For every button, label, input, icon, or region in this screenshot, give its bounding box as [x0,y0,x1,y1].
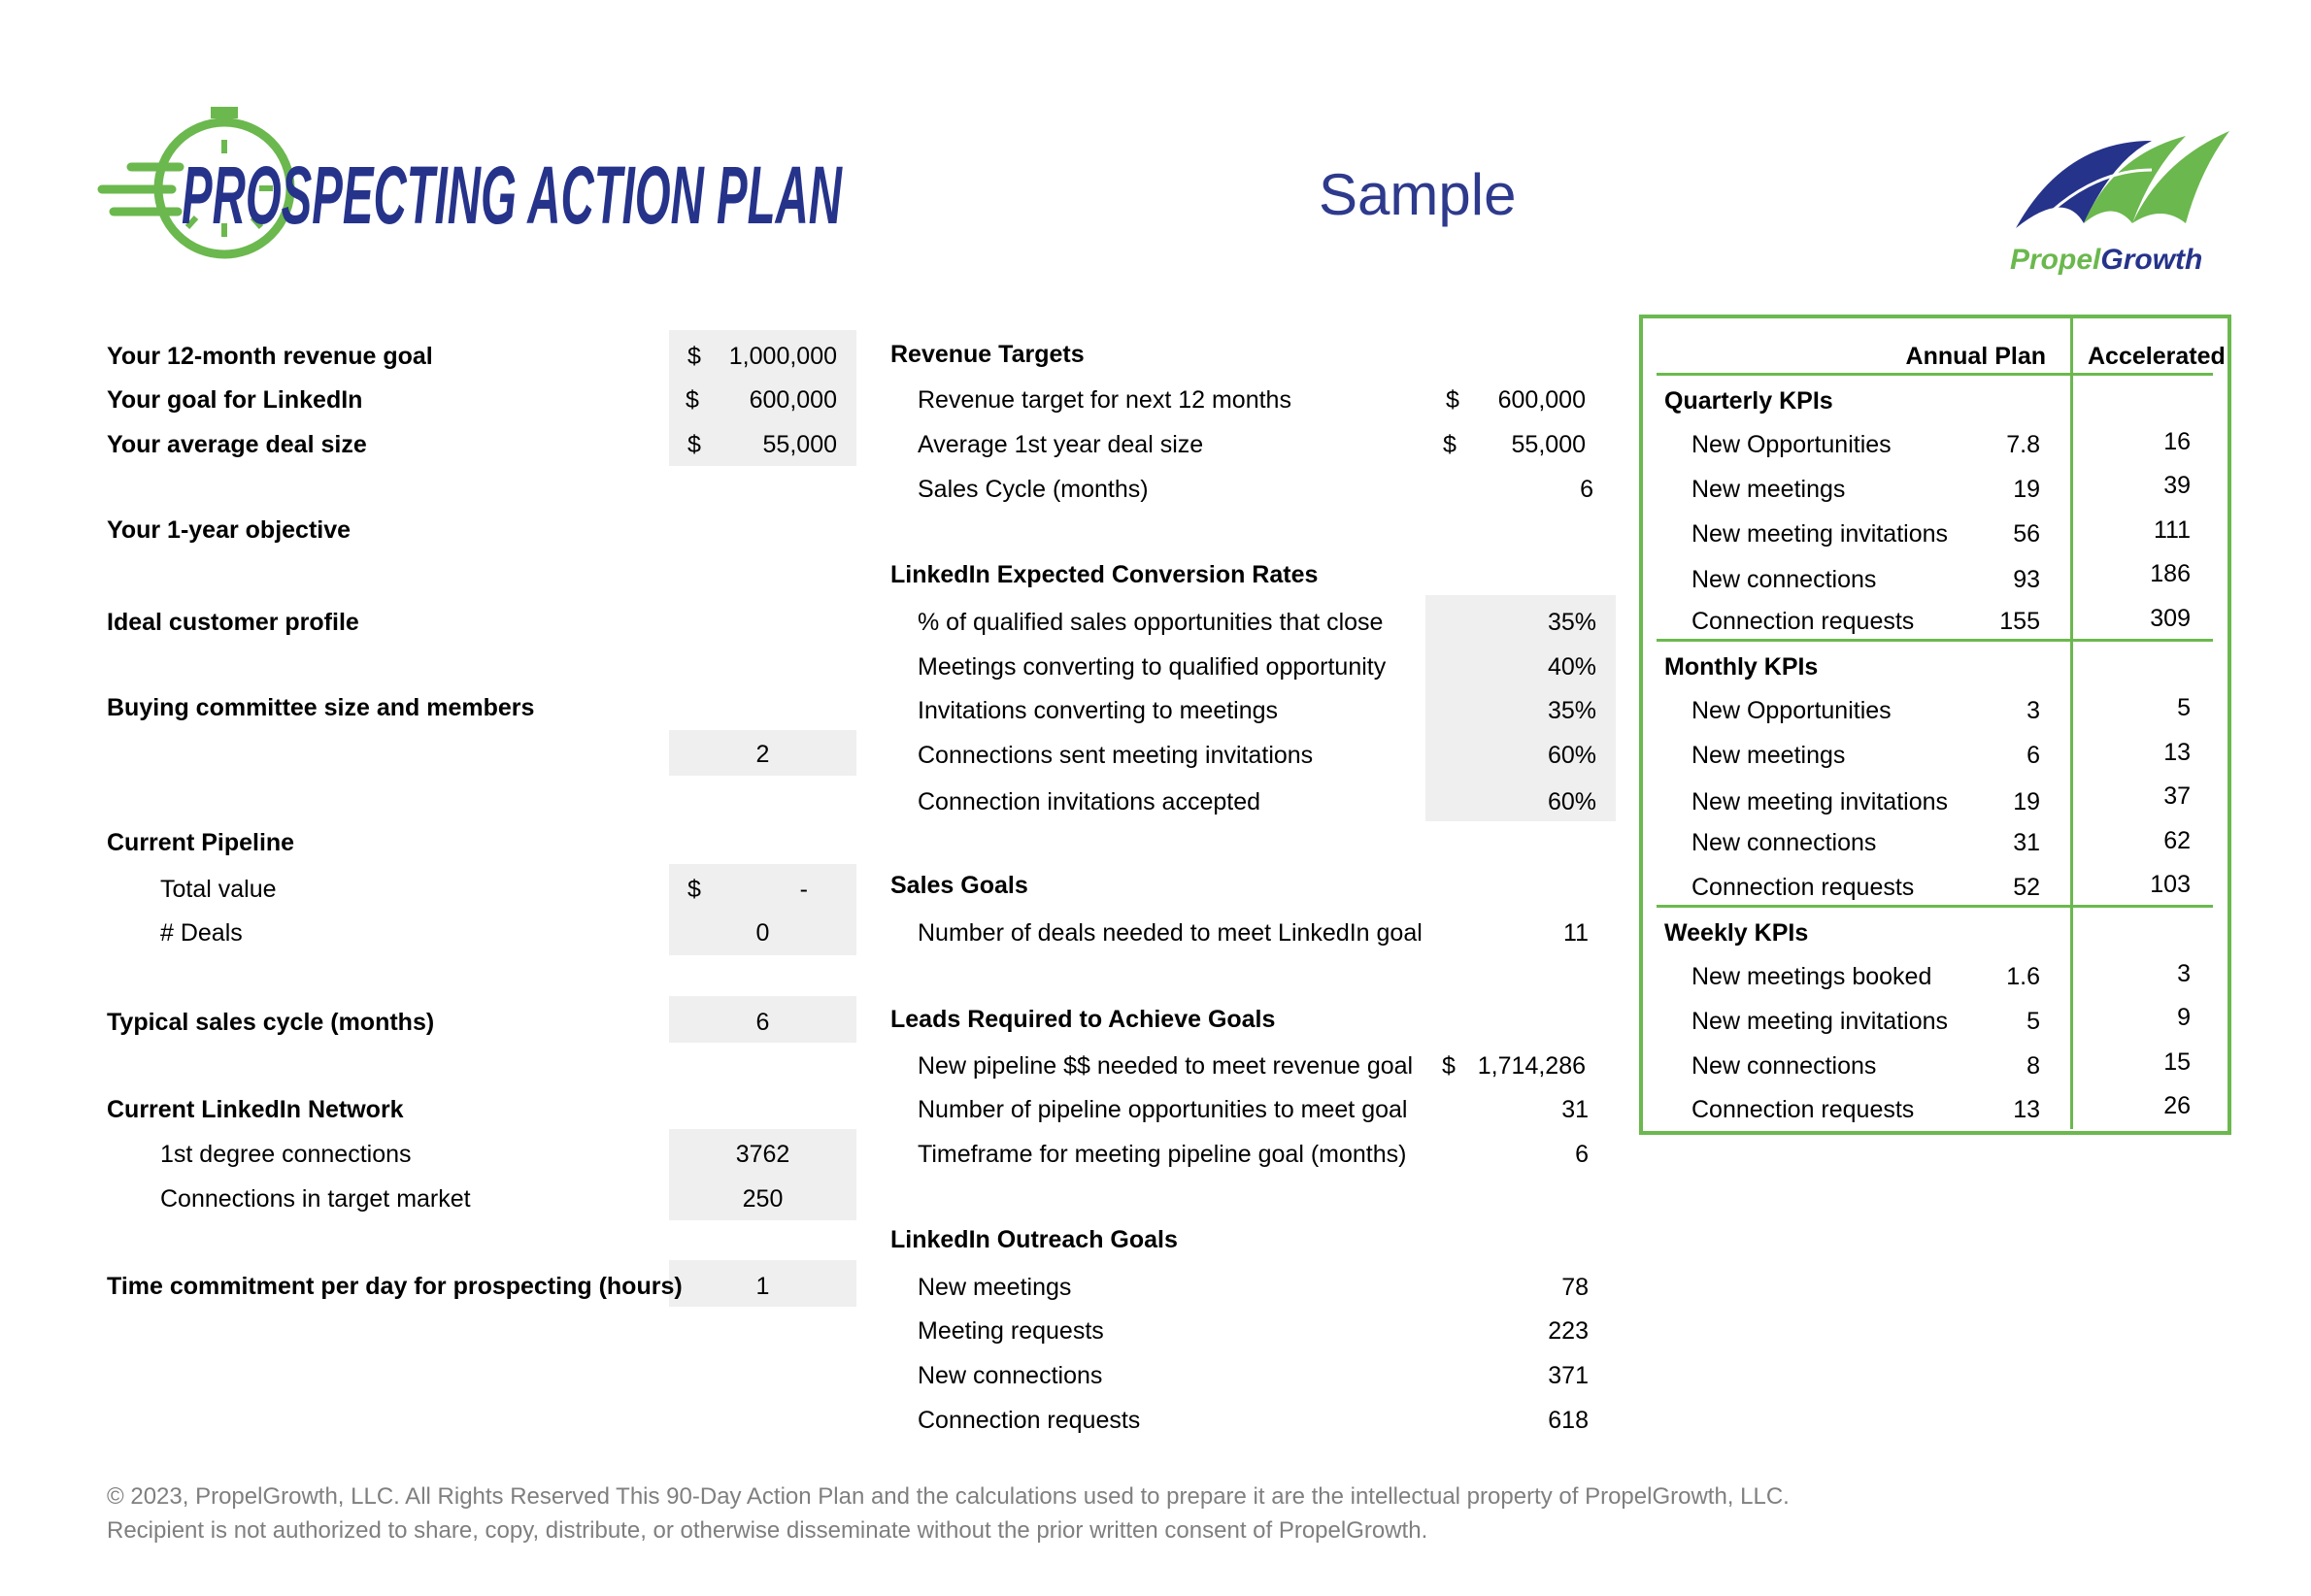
sales-cycle-input[interactable]: 6 [755,1009,770,1036]
linkedin-goal-currency: $ [686,386,699,414]
outreach-heading: LinkedIn Outreach Goals [890,1226,1178,1253]
kpi-row-label: New connections [1691,829,1877,856]
kpi-header-rule [1657,373,2213,376]
logo-text: PROSPECTING ACTION PLAN [182,150,844,241]
kpi-row-accel: 13 [2163,739,2191,766]
conv-row-input[interactable]: 60% [1547,788,1596,815]
kpi-row-label: Connection requests [1691,608,1915,635]
first-degree-label: 1st degree connections [160,1141,412,1168]
footer-disclaimer: Recipient is not authorized to share, copy, distribute, or otherwise disseminate without the prior written consent of PropelGrowth. [107,1517,1428,1544]
revenue-goal-currency: $ [687,343,701,370]
kpi-col-accelerated: Accelerated [2088,343,2226,370]
kpi-row-label: New connections [1691,566,1877,593]
rt-row-value: 6 [1580,476,1593,503]
weekly-kpis-heading: Weekly KPIs [1664,919,1809,947]
rt-row-label: Revenue target for next 12 months [918,386,1291,414]
leads-row-label: Timeframe for meeting pipeline goal (months) [918,1141,1407,1168]
pipeline-deals-label: # Deals [160,919,243,947]
kpi-col-annual: Annual Plan [1905,343,2046,370]
rt-row-currency: $ [1446,386,1459,414]
brand-text-propel: Propel [2010,244,2101,276]
sales-goals-heading: Sales Goals [890,872,1028,899]
outreach-row-label: New meetings [918,1274,1072,1301]
pipeline-total-currency: $ [687,876,701,903]
pipeline-total-input[interactable]: - [799,876,808,903]
rt-row-value: 55,000 [1511,431,1586,458]
kpi-monthly-rule [1657,905,2213,908]
time-commitment-input[interactable]: 1 [755,1273,770,1300]
revenue-goal-label: Your 12-month revenue goal [107,343,433,370]
rt-row-currency: $ [1443,431,1457,458]
kpi-row-accel: 3 [2177,960,2191,987]
kpi-row-annual: 1.6 [2006,963,2040,990]
quarterly-kpis-heading: Quarterly KPIs [1664,387,1833,415]
pipeline-total-label: Total value [160,876,277,903]
committee-input[interactable]: 2 [755,741,770,768]
leads-row-value: 6 [1575,1141,1589,1168]
kpi-row-label: New meetings [1691,742,1846,769]
kpi-row-accel: 16 [2163,428,2191,455]
propelgrowth-logo [2006,131,2229,277]
kpi-row-accel: 9 [2177,1004,2191,1031]
conv-row-label: Connections sent meeting invitations [918,742,1314,769]
deal-size-input[interactable]: 55,000 [762,431,837,458]
kpi-row-annual: 19 [2013,476,2040,503]
kpi-row-label: New meeting invitations [1691,1008,1949,1035]
kpi-row-label: New meeting invitations [1691,788,1949,815]
kpi-row-accel: 111 [2153,516,2191,544]
footer-copyright: © 2023, PropelGrowth, LLC. All Rights Reserved This 90-Day Action Plan and the calculations used to prepare it are the intellectual property of PropelGrowth, LLC. [107,1483,1790,1510]
outreach-row-value: 78 [1561,1274,1589,1301]
leads-row-currency: $ [1442,1052,1456,1080]
conv-row-label: % of qualified sales opportunities that close [918,609,1384,636]
svg-text:PropelGrowth [2010,244,2202,276]
leads-row-value: 31 [1561,1096,1589,1123]
kpi-row-annual: 6 [2026,742,2040,769]
linkedin-goal-input[interactable]: 600,000 [749,386,837,414]
kpi-row-label: Connection requests [1691,1096,1915,1123]
network-label: Current LinkedIn Network [107,1096,404,1123]
pipeline-label: Current Pipeline [107,829,295,856]
leads-row-value: 1,714,286 [1477,1052,1586,1080]
kpi-row-accel: 26 [2163,1092,2191,1119]
kpi-row-annual: 56 [2013,520,2040,548]
outreach-row-label: Connection requests [918,1407,1141,1434]
kpi-row-annual: 3 [2026,697,2040,724]
outreach-row-value: 223 [1548,1317,1589,1345]
outreach-row-label: Meeting requests [918,1317,1104,1345]
kpi-row-label: New Opportunities [1691,431,1892,458]
committee-label: Buying committee size and members [107,694,535,721]
sales-cycle-label: Typical sales cycle (months) [107,1009,435,1036]
kpi-column-divider [2070,316,2073,1129]
rt-row-label: Average 1st year deal size [918,431,1204,458]
kpi-row-annual: 52 [2013,874,2040,901]
deal-size-currency: $ [687,431,701,458]
kpi-row-annual: 155 [1999,608,2040,635]
kpi-row-label: New meetings booked [1691,963,1932,990]
kpi-row-accel: 309 [2150,605,2191,632]
kpi-row-label: New meetings [1691,476,1846,503]
sample-label: Sample [1319,162,1517,227]
kpi-quarterly-rule [1657,639,2213,642]
kpi-row-label: New connections [1691,1052,1877,1080]
conv-row-label: Invitations converting to meetings [918,697,1279,724]
kpi-row-annual: 31 [2013,829,2040,856]
kpi-row-label: Connection requests [1691,874,1915,901]
brand-text-growth: Growth [2100,244,2203,276]
kpi-row-accel: 103 [2150,871,2191,898]
pipeline-deals-input[interactable]: 0 [755,919,770,947]
kpi-row-annual: 8 [2026,1052,2040,1080]
leads-row-label: Number of pipeline opportunities to meet goal [918,1096,1408,1123]
conv-row-label: Connection invitations accepted [918,788,1261,815]
conv-row-label: Meetings converting to qualified opportunity [918,653,1387,681]
kpi-row-annual: 7.8 [2006,431,2040,458]
kpi-row-label: New Opportunities [1691,697,1892,724]
conv-row-input[interactable]: 40% [1547,653,1596,681]
kpi-row-accel: 15 [2163,1048,2191,1076]
kpi-row-annual: 13 [2013,1096,2040,1123]
conv-row-input[interactable]: 35% [1547,609,1596,636]
monthly-kpis-heading: Monthly KPIs [1664,653,1819,681]
leads-row-label: New pipeline $$ needed to meet revenue goal [918,1052,1414,1080]
time-commitment-label: Time commitment per day for prospecting (hours) [107,1273,683,1300]
first-degree-input[interactable]: 3762 [735,1141,790,1168]
kpi-row-annual: 19 [2013,788,2040,815]
conv-row-input[interactable]: 35% [1547,697,1596,724]
target-market-label: Connections in target market [160,1185,471,1213]
outreach-row-value: 371 [1548,1362,1589,1389]
sg-row-label: Number of deals needed to meet LinkedIn goal [918,919,1423,947]
kpi-row-accel: 186 [2150,560,2191,587]
target-market-input[interactable]: 250 [742,1185,784,1213]
leads-heading: Leads Required to Achieve Goals [890,1006,1276,1033]
icp-label: Ideal customer profile [107,609,359,636]
sg-row-value: 11 [1563,919,1589,947]
outreach-row-value: 618 [1548,1407,1589,1434]
revenue-goal-input[interactable]: 1,000,000 [728,343,837,370]
prospecting-logo [102,97,850,272]
rt-row-value: 600,000 [1497,386,1586,414]
kpi-row-label: New meeting invitations [1691,520,1949,548]
kpi-row-accel: 5 [2177,694,2191,721]
revenue-targets-heading: Revenue Targets [890,341,1085,368]
kpi-row-accel: 37 [2163,782,2191,810]
kpi-row-annual: 93 [2013,566,2040,593]
kpi-row-accel: 62 [2163,827,2191,854]
deal-size-label: Your average deal size [107,431,367,458]
outreach-row-label: New connections [918,1362,1103,1389]
conversion-heading: LinkedIn Expected Conversion Rates [890,561,1319,588]
conv-row-input[interactable]: 60% [1547,742,1596,769]
objective-label: Your 1-year objective [107,516,352,544]
kpi-row-annual: 5 [2026,1008,2040,1035]
kpi-row-accel: 39 [2163,472,2191,499]
linkedin-goal-label: Your goal for LinkedIn [107,386,363,414]
rt-row-label: Sales Cycle (months) [918,476,1149,503]
